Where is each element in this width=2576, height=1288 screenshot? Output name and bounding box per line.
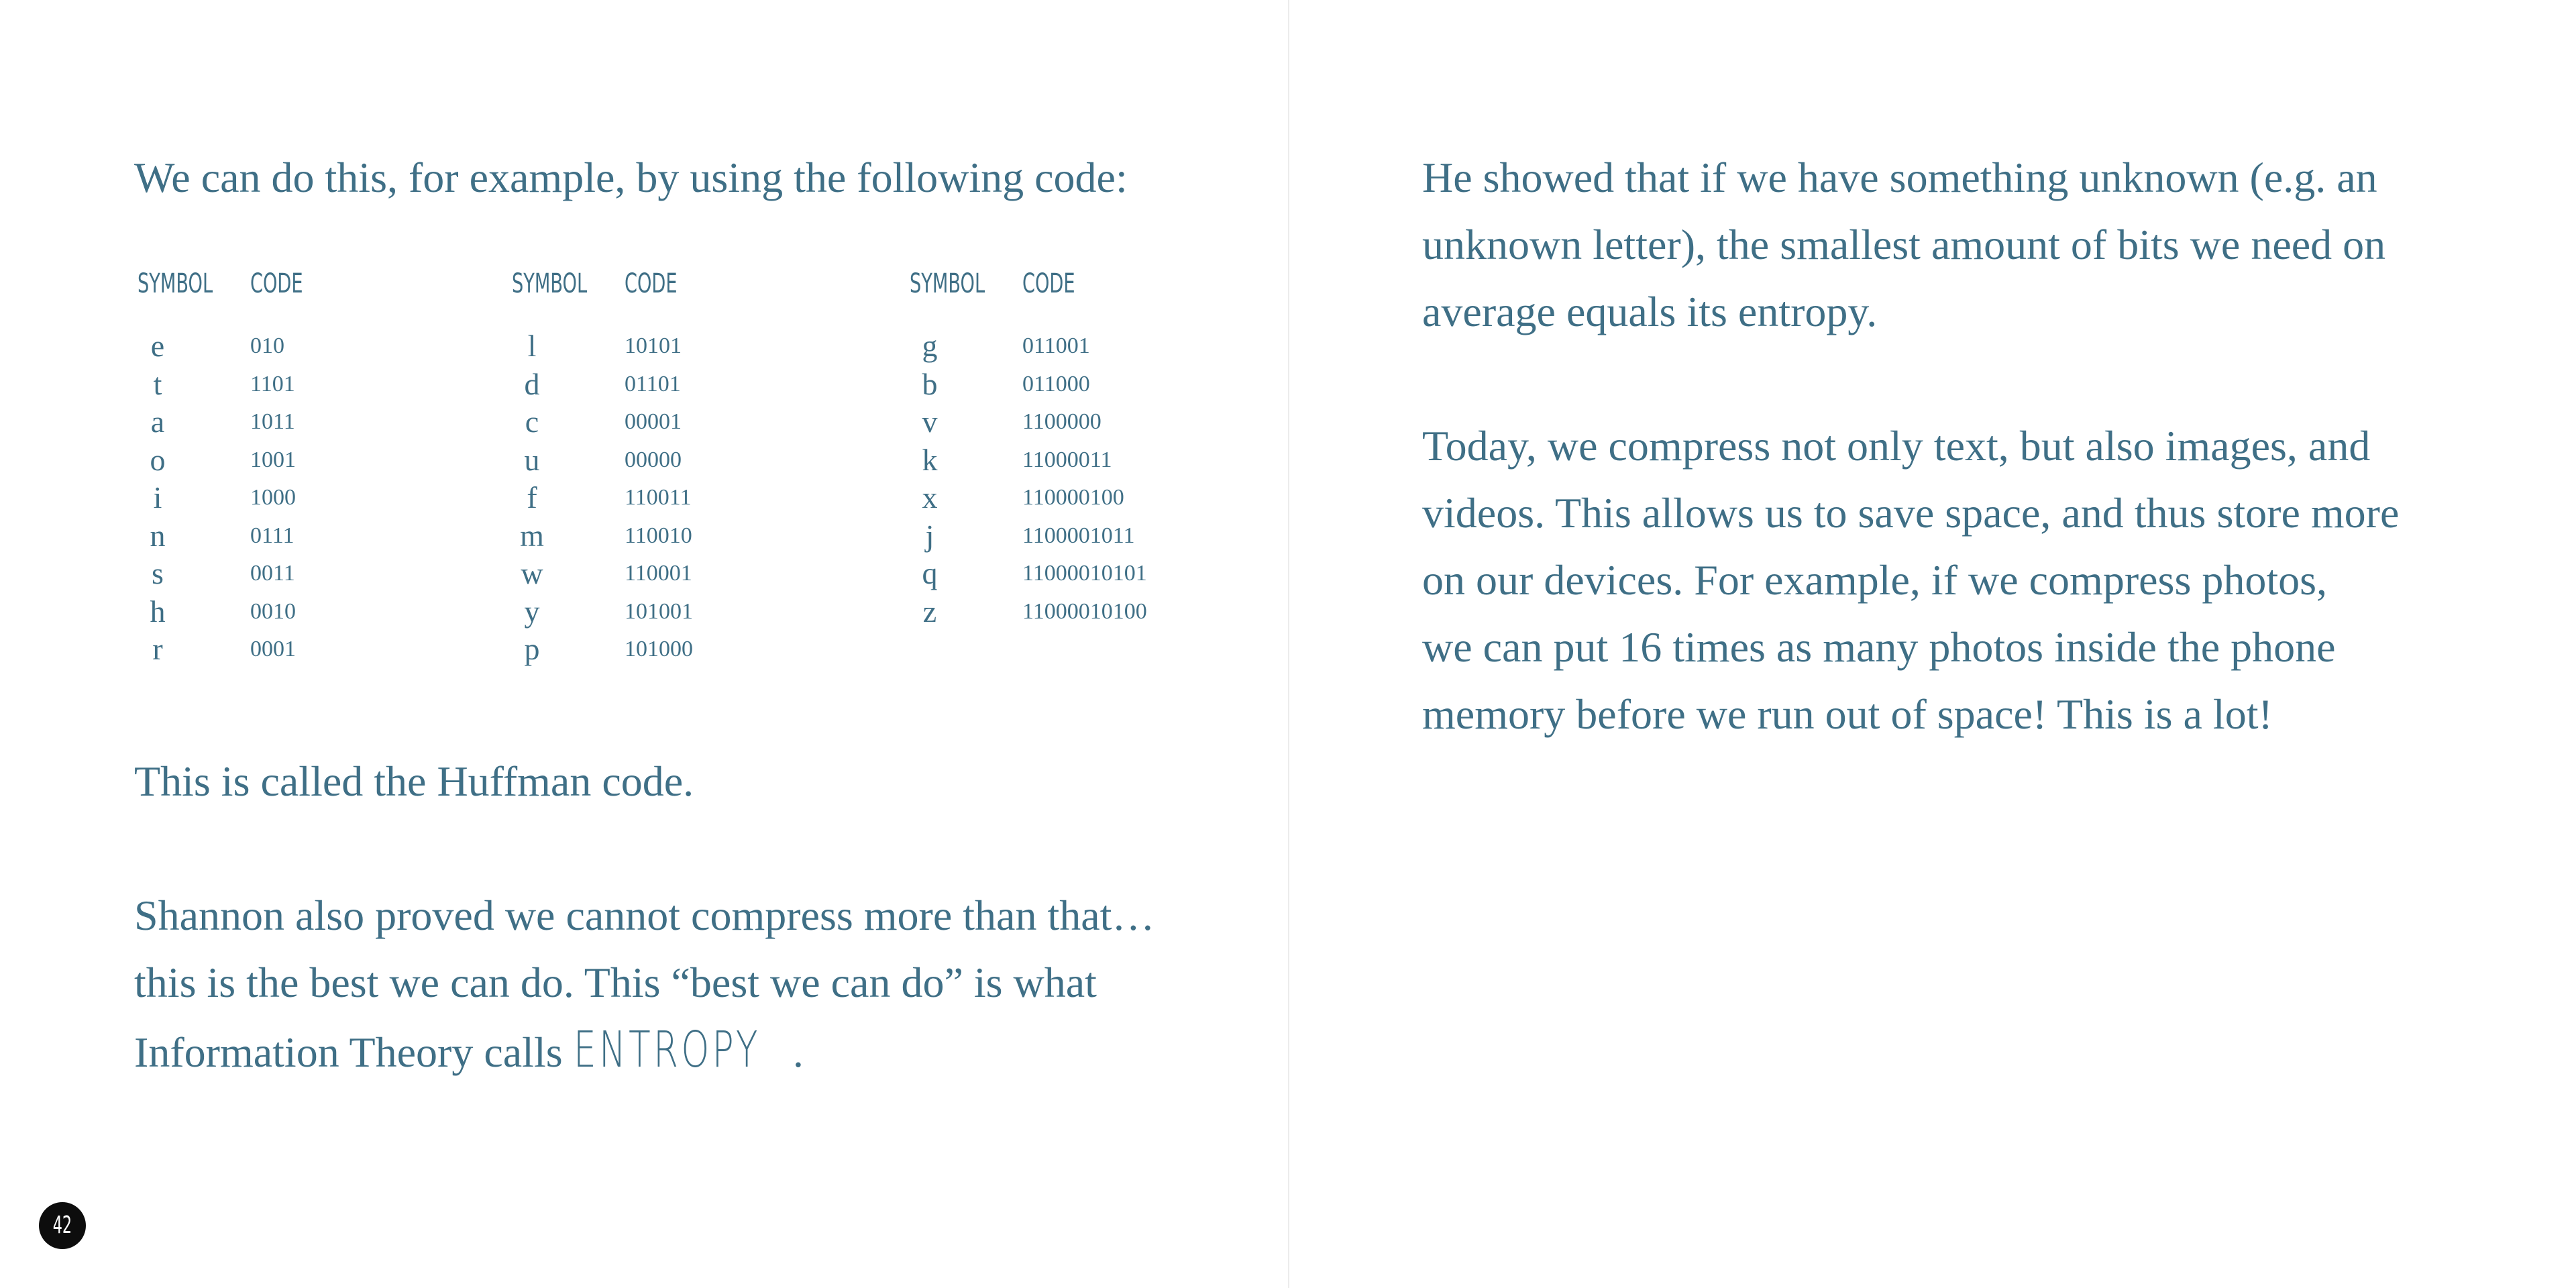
para2-line-5: memory before we run out of space! This is a lot! xyxy=(1422,690,2273,738)
symbol-cell: u xyxy=(524,442,540,477)
symbol-cell: f xyxy=(527,480,537,515)
code-cell: 11000010101 xyxy=(1022,561,1147,586)
symbol-cell: e xyxy=(150,329,165,363)
code-cell: 0011 xyxy=(250,561,295,586)
symbol-cell: q xyxy=(922,556,938,590)
symbol-cell: c xyxy=(525,405,539,439)
right-page xyxy=(1288,0,2576,1288)
symbol-cell: k xyxy=(922,442,938,477)
symbol-cell: s xyxy=(152,556,164,590)
code-cell: 11000011 xyxy=(1022,447,1112,472)
compression-paragraph xyxy=(1422,413,2399,748)
code-cell: 101001 xyxy=(625,598,693,624)
shannon-line-3 xyxy=(134,1016,1155,1086)
symbol-cell: g xyxy=(922,329,938,363)
code-column-header: CODE xyxy=(625,268,678,299)
symbol-cell: y xyxy=(524,594,540,629)
symbol-cell: p xyxy=(524,632,540,666)
code-column-header: CODE xyxy=(250,268,303,299)
para1-line-3: average equals its entropy. xyxy=(1422,288,1878,335)
symbol-column-header: SYMBOL xyxy=(512,268,588,299)
symbol-cell: x xyxy=(922,480,938,515)
code-cell: 1001 xyxy=(250,447,296,472)
symbol-cell: v xyxy=(922,405,938,439)
code-cell: 1000 xyxy=(250,485,296,510)
code-cell: 011001 xyxy=(1022,333,1090,358)
code-cell: 1011 xyxy=(250,409,295,434)
code-cell: 011000 xyxy=(1022,371,1090,396)
code-cell: 110001 xyxy=(625,561,692,586)
symbol-column-header: SYMBOL xyxy=(910,268,985,299)
symbol-cell: t xyxy=(153,366,162,401)
para1-line-2: unknown letter), the smallest amount of bits we need on xyxy=(1422,221,2386,268)
code-cell: 0111 xyxy=(250,523,294,548)
code-cell: 00000 xyxy=(625,447,682,472)
code-cell: 110011 xyxy=(625,485,692,510)
shannon-line-1: Shannon also proved we cannot compress more than that… xyxy=(134,892,1155,939)
entropy-word: ENTROPY xyxy=(573,1021,761,1079)
code-cell: 010 xyxy=(250,333,284,358)
code-cell: 1100000 xyxy=(1022,409,1102,434)
symbol-cell: z xyxy=(922,594,937,629)
code-cell: 110010 xyxy=(625,523,692,548)
entropy-explanation-paragraph xyxy=(1422,144,2385,345)
code-cell: 10101 xyxy=(625,333,682,358)
para2-line-4: we can put 16 times as many photos inside the phone xyxy=(1422,623,2336,671)
symbol-cell: j xyxy=(925,518,934,553)
symbol-cell: m xyxy=(520,518,544,553)
code-cell: 01101 xyxy=(625,371,681,396)
symbol-cell: o xyxy=(150,442,166,477)
page-number-left xyxy=(39,1202,86,1249)
para1-line-1: He showed that if we have something unknown (e.g. an xyxy=(1422,154,2377,201)
symbol-cell: b xyxy=(922,366,938,401)
shannon-paragraph xyxy=(134,882,1155,1086)
code-cell: 1101 xyxy=(250,371,295,396)
code-cell: 1100001011 xyxy=(1022,523,1135,548)
para2-line-3: on our devices. For example, if we compress photos, xyxy=(1422,556,2328,604)
code-cell: 00001 xyxy=(625,409,682,434)
huffman-text: This is called the Huffman code. xyxy=(134,757,694,805)
code-cell: 110000100 xyxy=(1022,485,1124,510)
symbol-cell: d xyxy=(524,366,540,401)
code-cell: 0010 xyxy=(250,598,296,624)
code-cell: 0001 xyxy=(250,637,296,661)
symbol-cell: r xyxy=(152,632,163,666)
intro-text: We can do this, for example, by using the following code: xyxy=(134,154,1128,201)
shannon-line-2: this is the best we can do. This “best we can do” is what xyxy=(134,959,1097,1006)
para2-line-2: videos. This allows us to save space, and thus store more xyxy=(1422,489,2400,537)
symbol-cell: n xyxy=(150,518,166,553)
symbol-cell: w xyxy=(521,556,543,590)
code-cell: 11000010100 xyxy=(1022,598,1147,624)
code-column-header: CODE xyxy=(1022,268,1075,299)
symbol-column-header: SYMBOL xyxy=(138,268,213,299)
page-number-left-text: 42 xyxy=(52,1212,72,1239)
entropy-suffix: . xyxy=(792,1028,804,1076)
symbol-cell: h xyxy=(150,594,166,629)
code-cell: 101000 xyxy=(625,637,693,661)
symbol-cell: i xyxy=(153,480,162,515)
para2-line-1: Today, we compress not only text, but also images, and xyxy=(1422,422,2371,470)
shannon-line-3-prefix: Information Theory calls xyxy=(134,1028,574,1076)
symbol-cell: l xyxy=(527,329,537,363)
symbol-cell: a xyxy=(150,405,165,439)
